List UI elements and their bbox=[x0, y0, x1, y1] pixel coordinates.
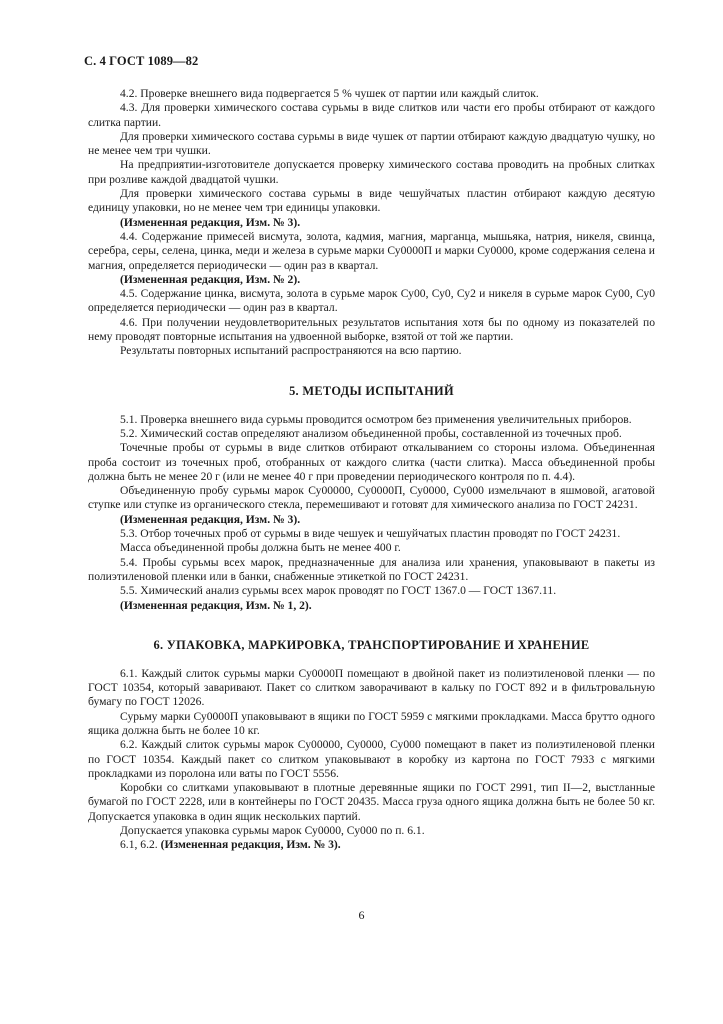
clause-ref: 6.1, 6.2. bbox=[120, 838, 161, 852]
paragraph: 4.4. Содержание примесей висмута, золота, кадмия, магния, марганца, мышьяка, натрия, никеля, свинца, серебра, серы, селена, цинка, меди и железа в сурьме марки Су0000П и марки Су0000, кроме содержания селена и магния, определяется периодически — один раз в квартал. bbox=[88, 229, 655, 272]
paragraph: Точечные пробы от сурьмы в виде слитков отбирают откалыванием со стороны излома. Объединенная проба состоит из точечных проб, отобранных от каждого слитка (части слитка). Масса объединенной пробы должна быть не менее 20 г (или не менее 40 г при проведении периодического контроля по п. 4.4). bbox=[88, 441, 655, 483]
amendment-note: (Измененная редакция, Изм. № 2). bbox=[120, 272, 301, 286]
section-heading: 5. МЕТОДЫ ИСПЫТАНИЙ bbox=[289, 383, 454, 398]
paragraph: 5.5. Химический анализ сурьмы всех марок проводят по ГОСТ 1367.0 — ГОСТ 1367.11. bbox=[120, 584, 557, 598]
paragraph: 6.1. Каждый слиток сурьмы марки Су0000П помещают в двойной пакет из полиэтиленовой пленки — по ГОСТ 10354, который заваривают. Пакет со слитком заворачивают в кальку по ГОСТ 892 и в фильтровальную бумагу по ГОСТ 12026. bbox=[88, 666, 655, 709]
paragraph: Допускается упаковка сурьмы марок Су0000, Су000 по п. 6.1. bbox=[120, 824, 425, 838]
amendment-note: (Измененная редакция, Изм. № 1, 2). bbox=[120, 598, 312, 612]
amendment-note: (Измененная редакция, Изм. № 3). bbox=[120, 512, 301, 526]
paragraph: 4.3. Для проверки химического состава сурьмы в виде слитков или части его пробы отбирают от каждого слитка партии. bbox=[88, 101, 655, 129]
paragraph: 6.2. Каждый слиток сурьмы марок Су00000, Су0000, Су000 помещают в пакет из полиэтиленовой пленки по ГОСТ 10354. Каждый пакет со слитком упаковывают в коробку из картона по ГОСТ 7933 с мягкими прокладками из поролона или ваты по ГОСТ 5556. bbox=[88, 738, 655, 780]
amendment-note: (Измененная редакция, Изм. № 3). bbox=[120, 215, 301, 229]
paragraph: 4.5. Содержание цинка, висмута, золота в сурьме марок Су00, Су0, Су2 и никеля в сурьме марок Су00, Су0 определяется периодически — один раз в квартал. bbox=[88, 287, 655, 315]
paragraph: 5.4. Пробы сурьмы всех марок, предназначенные для анализа или хранения, упаковывают в пакеты из полиэтиленовой пленки или в банки, снабженные этикеткой по ГОСТ 24231. bbox=[88, 555, 655, 583]
amendment-paragraph bbox=[88, 838, 655, 852]
paragraph: Для проверки химического состава сурьмы в виде чушек от партии отбирают каждую двадцатую чушку, но не менее чем три чушки. bbox=[88, 129, 655, 158]
paragraph: 5.1. Проверка внешнего вида сурьмы проводится осмотром без применения увеличительных приборов. bbox=[120, 412, 632, 426]
section-heading: 6. УПАКОВКА, МАРКИРОВКА, ТРАНСПОРТИРОВАНИЕ И ХРАНЕНИЕ bbox=[153, 637, 590, 652]
paragraph: 4.6. При получении неудовлетворительных результатов испытания хотя бы по одному из показателей по нему проводят повторные испытания на удвоенной выборке, взятой от той же партии. bbox=[88, 315, 655, 344]
paragraph: Коробки со слитками упаковывают в плотные деревянные ящики по ГОСТ 2991, тип II—2, выстланные бумагой по ГОСТ 2228, или в контейнеры по ГОСТ 20435. Масса груза одного ящика должна быть не более 50 кг. Допускается упаковка в один ящик нескольких партий. bbox=[88, 781, 655, 823]
paragraph: На предприятии-изготовителе допускается проверку химического состава проводить на пробных слитках при розливе каждой двадцатой чушки. bbox=[88, 158, 655, 186]
paragraph: 5.3. Отбор точечных проб от сурьмы в виде чешуек и чешуйчатых пластин проводят по ГОСТ 24231. bbox=[120, 527, 621, 541]
document-body bbox=[88, 87, 655, 853]
paragraph: 4.2. Проверке внешнего вида подвергается 5 % чушек от партии или каждый слиток. bbox=[120, 87, 539, 100]
paragraph: Для проверки химического состава сурьмы в виде чешуйчатых пластин отбирают каждую десятую единицу упаковки, но не менее чем три единицы упаковки. bbox=[88, 187, 655, 215]
paragraph: Сурьму марки Су0000П упаковывают в ящики по ГОСТ 5959 с мягкими прокладками. Масса брутто одного ящика должна быть не более 10 кг. bbox=[88, 709, 655, 737]
running-header: С. 4 ГОСТ 1089—82 bbox=[84, 54, 199, 68]
amendment-note: (Измененная редакция, Изм. № 3). bbox=[160, 838, 341, 852]
paragraph: Масса объединенной пробы должна быть не менее 400 г. bbox=[120, 541, 401, 555]
paragraph: Объединенную пробу сурьмы марок Су00000, Су0000П, Су0000, Су000 измельчают в яшмовой, агатовой ступке или ступке из органического стекла, перемешивают и готовят для химического анализа по ГОСТ 24231. bbox=[88, 484, 655, 512]
page-number: 6 bbox=[358, 908, 365, 922]
paragraph: Результаты повторных испытаний распространяются на всю партию. bbox=[120, 344, 462, 358]
paragraph: 5.2. Химический состав определяют анализом объединенной пробы, составленной из точечных проб. bbox=[120, 426, 622, 440]
